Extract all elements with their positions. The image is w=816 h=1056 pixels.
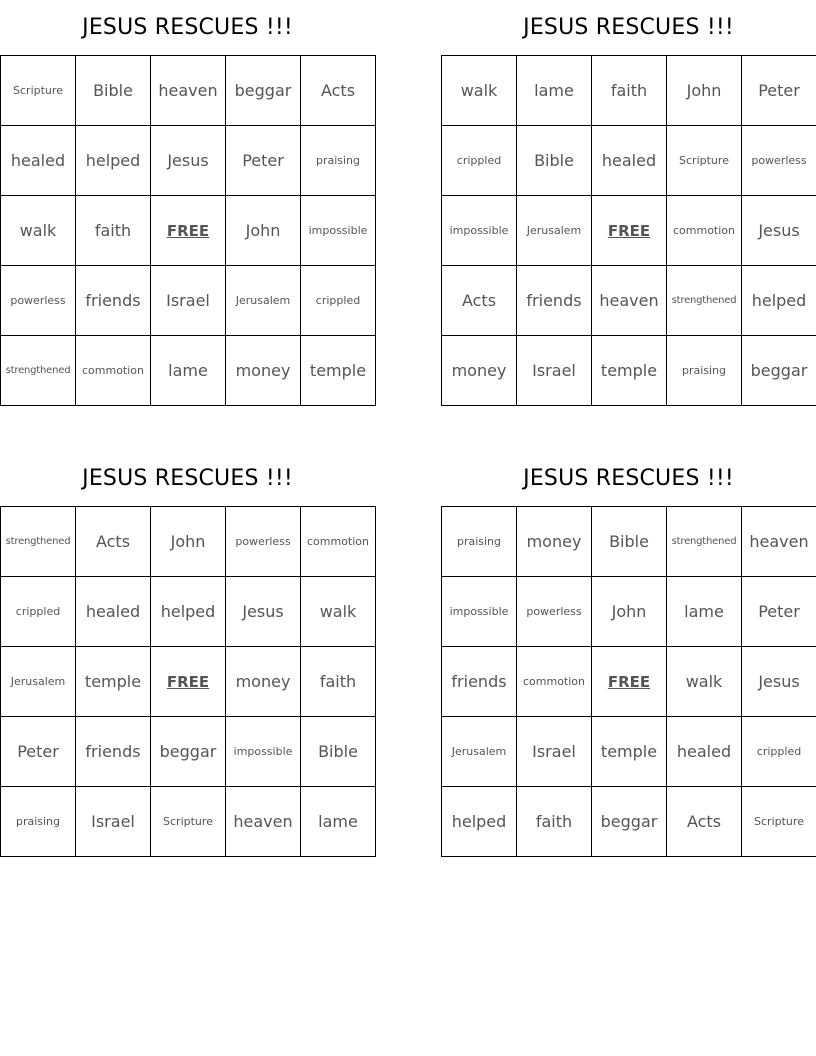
bingo-cell: John xyxy=(667,56,742,126)
bingo-cell: beggar xyxy=(592,787,667,857)
grid-row xyxy=(1,126,376,196)
card-title: JESUS RESCUES !!! xyxy=(82,15,293,40)
bingo-grid xyxy=(0,55,376,406)
bingo-cell: Scripture xyxy=(151,787,226,857)
grid-row xyxy=(442,717,816,787)
bingo-cell: walk xyxy=(301,577,376,647)
grid-row xyxy=(1,266,376,336)
bingo-cell: crippled xyxy=(301,266,376,336)
bingo-cell: temple xyxy=(301,336,376,406)
bingo-card xyxy=(441,10,816,380)
bingo-cell: money xyxy=(442,336,517,406)
bingo-cell: Peter xyxy=(226,126,301,196)
bingo-cell: healed xyxy=(667,717,742,787)
bingo-cell: Jerusalem xyxy=(1,647,76,717)
bingo-grid xyxy=(0,506,376,857)
bingo-cell: helped xyxy=(151,577,226,647)
bingo-cell: money xyxy=(517,507,592,577)
bingo-cell: John xyxy=(226,196,301,266)
bingo-cell: Peter xyxy=(742,56,816,126)
bingo-cell: healed xyxy=(592,126,667,196)
bingo-cell: Bible xyxy=(301,717,376,787)
bingo-cell: Acts xyxy=(667,787,742,857)
bingo-grid xyxy=(441,506,816,857)
bingo-cell: John xyxy=(592,577,667,647)
grid-row xyxy=(442,266,816,336)
bingo-cell: Jesus xyxy=(151,126,226,196)
bingo-cell: walk xyxy=(442,56,517,126)
grid-row xyxy=(442,336,816,406)
bingo-cell: money xyxy=(226,336,301,406)
bingo-cell: praising xyxy=(1,787,76,857)
bingo-cell: heaven xyxy=(226,787,301,857)
card-title: JESUS RESCUES !!! xyxy=(523,466,734,491)
bingo-cell: Scripture xyxy=(742,787,816,857)
bingo-cell: lame xyxy=(517,56,592,126)
bingo-cell: strengthened xyxy=(667,507,742,577)
bingo-cell: powerless xyxy=(517,577,592,647)
bingo-cell: Israel xyxy=(517,336,592,406)
bingo-cell: walk xyxy=(667,647,742,717)
grid-row xyxy=(1,717,376,787)
bingo-cell: Jesus xyxy=(742,196,816,266)
bingo-cell: impossible xyxy=(442,577,517,647)
bingo-cell: commotion xyxy=(76,336,151,406)
bingo-cell: Israel xyxy=(76,787,151,857)
bingo-cell: lame xyxy=(667,577,742,647)
bingo-cell: praising xyxy=(442,507,517,577)
free-space-cell: FREE xyxy=(592,196,667,266)
grid-row xyxy=(442,126,816,196)
bingo-cell: helped xyxy=(76,126,151,196)
bingo-cell: Peter xyxy=(1,717,76,787)
bingo-cell: Acts xyxy=(301,56,376,126)
bingo-cell: commotion xyxy=(667,196,742,266)
bingo-cell: Israel xyxy=(517,717,592,787)
bingo-cell: Jerusalem xyxy=(517,196,592,266)
bingo-cell: Israel xyxy=(151,266,226,336)
bingo-cell: healed xyxy=(1,126,76,196)
grid-row xyxy=(442,787,816,857)
bingo-cell: friends xyxy=(517,266,592,336)
bingo-cell: praising xyxy=(667,336,742,406)
bingo-cell: helped xyxy=(742,266,816,336)
grid-row xyxy=(1,56,376,126)
bingo-cell: healed xyxy=(76,577,151,647)
bingo-cell: heaven xyxy=(742,507,816,577)
grid-row xyxy=(1,507,376,577)
bingo-cell: temple xyxy=(76,647,151,717)
bingo-card xyxy=(0,10,375,380)
bingo-cell: John xyxy=(151,507,226,577)
bingo-cell: friends xyxy=(76,266,151,336)
bingo-cell: lame xyxy=(151,336,226,406)
bingo-cell: Jerusalem xyxy=(226,266,301,336)
bingo-cell: crippled xyxy=(1,577,76,647)
bingo-cell: walk xyxy=(1,196,76,266)
free-space-cell: FREE xyxy=(151,196,226,266)
bingo-cell: strengthened xyxy=(667,266,742,336)
bingo-cell: Jesus xyxy=(742,647,816,717)
bingo-cell: strengthened xyxy=(1,507,76,577)
card-title: JESUS RESCUES !!! xyxy=(523,15,734,40)
bingo-cell: faith xyxy=(592,56,667,126)
bingo-cell: Jerusalem xyxy=(442,717,517,787)
bingo-cell: powerless xyxy=(1,266,76,336)
bingo-cell: lame xyxy=(301,787,376,857)
grid-row xyxy=(442,647,816,717)
bingo-cell: money xyxy=(226,647,301,717)
bingo-cell: impossible xyxy=(442,196,517,266)
free-space-cell: FREE xyxy=(151,647,226,717)
bingo-cell: praising xyxy=(301,126,376,196)
bingo-cell: strengthened xyxy=(1,336,76,406)
bingo-cell: faith xyxy=(301,647,376,717)
bingo-cell: temple xyxy=(592,717,667,787)
grid-row xyxy=(1,577,376,647)
bingo-cell: heaven xyxy=(592,266,667,336)
bingo-cell: impossible xyxy=(226,717,301,787)
bingo-card xyxy=(0,461,375,831)
bingo-cell: Bible xyxy=(76,56,151,126)
bingo-cell: commotion xyxy=(301,507,376,577)
bingo-cell: powerless xyxy=(226,507,301,577)
bingo-cell: heaven xyxy=(151,56,226,126)
bingo-cell: impossible xyxy=(301,196,376,266)
bingo-cell: beggar xyxy=(151,717,226,787)
grid-row xyxy=(442,577,816,647)
bingo-cell: faith xyxy=(76,196,151,266)
grid-row xyxy=(1,336,376,406)
grid-row xyxy=(1,647,376,717)
card-title: JESUS RESCUES !!! xyxy=(82,466,293,491)
grid-row xyxy=(1,787,376,857)
bingo-cell: friends xyxy=(76,717,151,787)
bingo-cell: Acts xyxy=(442,266,517,336)
grid-row xyxy=(442,56,816,126)
bingo-cell: powerless xyxy=(742,126,816,196)
bingo-cell: beggar xyxy=(742,336,816,406)
grid-row xyxy=(442,196,816,266)
bingo-cell: temple xyxy=(592,336,667,406)
bingo-cell: Acts xyxy=(76,507,151,577)
bingo-cell: beggar xyxy=(226,56,301,126)
bingo-cell: Jesus xyxy=(226,577,301,647)
bingo-grid xyxy=(441,55,816,406)
bingo-cell: Scripture xyxy=(667,126,742,196)
bingo-cell: friends xyxy=(442,647,517,717)
bingo-cell: helped xyxy=(442,787,517,857)
bingo-cell: Scripture xyxy=(1,56,76,126)
bingo-cell: crippled xyxy=(742,717,816,787)
grid-row xyxy=(442,507,816,577)
bingo-cell: commotion xyxy=(517,647,592,717)
bingo-cell: Bible xyxy=(592,507,667,577)
bingo-cell: Bible xyxy=(517,126,592,196)
free-space-cell: FREE xyxy=(592,647,667,717)
bingo-cell: Peter xyxy=(742,577,816,647)
grid-row xyxy=(1,196,376,266)
bingo-card xyxy=(441,461,816,831)
bingo-cell: crippled xyxy=(442,126,517,196)
bingo-cell: faith xyxy=(517,787,592,857)
